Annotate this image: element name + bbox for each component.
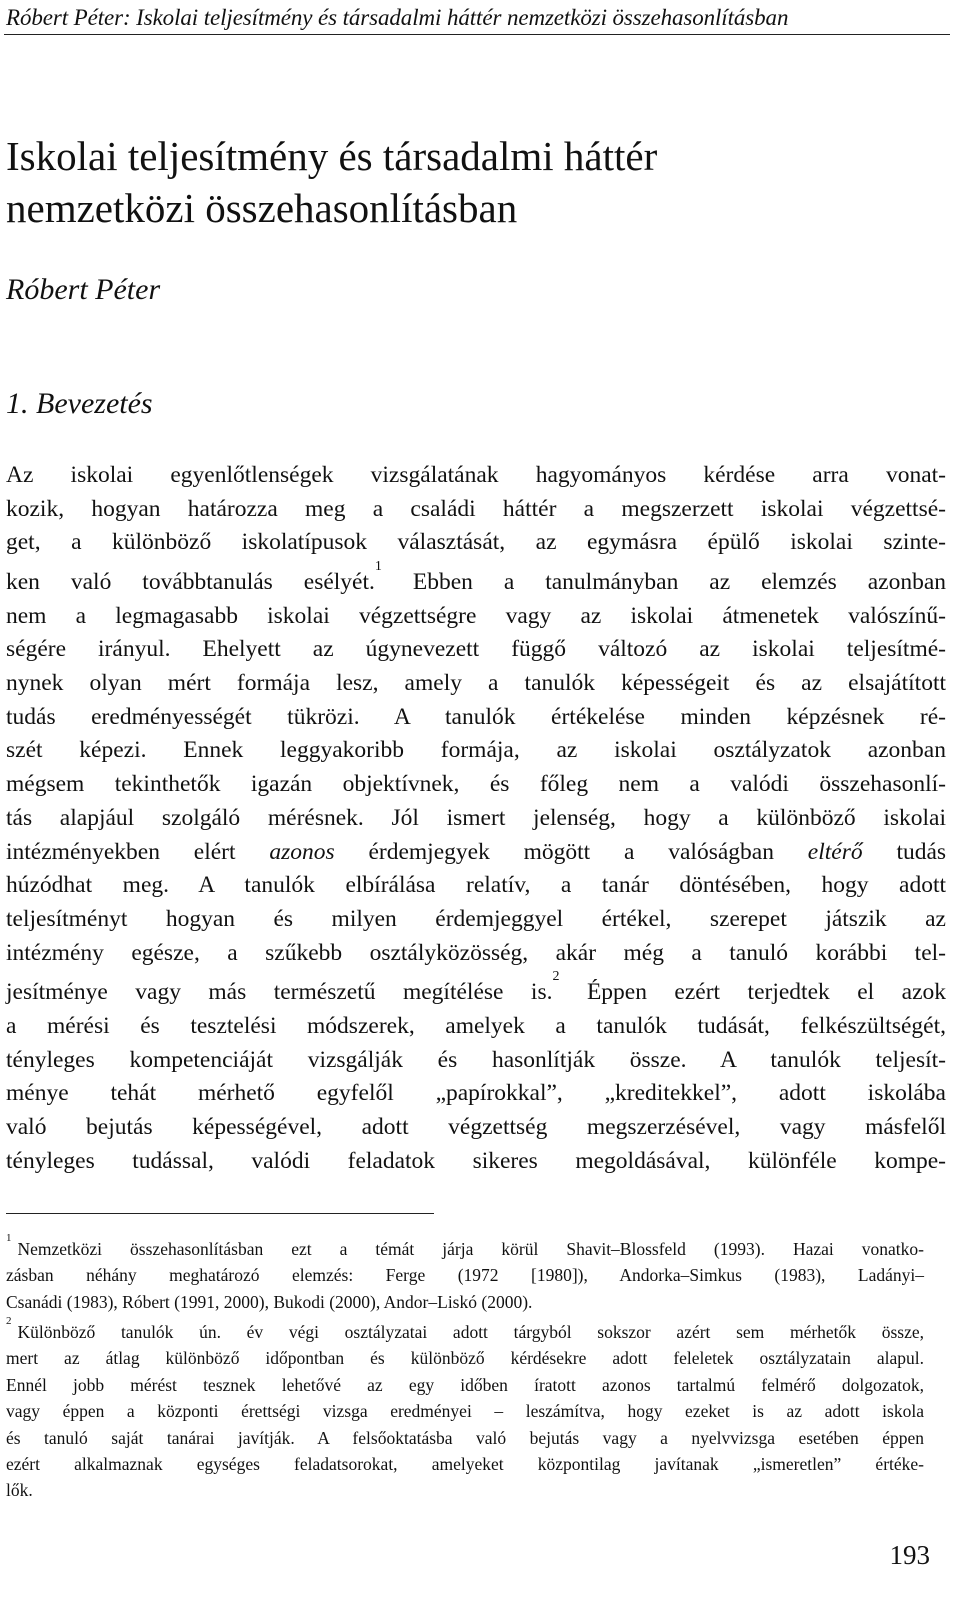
body-line: tás alapjául szolgáló mérésnek. Jól ismert jelenség, hogy a különböző iskolai bbox=[6, 804, 946, 831]
body-line-segment: ken való továbbtanulás esélyét. bbox=[6, 568, 375, 595]
body-line: tényleges tudással, valódi feladatok sikeres megoldásával, különféle kompe- bbox=[6, 1147, 946, 1174]
body-line: tényleges kompetenciáját vizsgálják és hasonlítják össze. A tanulók teljesít- bbox=[6, 1046, 946, 1073]
body-line: húzódhat meg. A tanulók elbírálása relatív, a tanár döntésében, hogy adott bbox=[6, 872, 946, 899]
page-number: 193 bbox=[889, 1540, 930, 1570]
emphasis-elter: eltérő bbox=[807, 838, 863, 865]
footnote-1-line: Csanádi (1983), Róbert (1991, 2000), Bukodi (2000), Andor–Liskó (2000). bbox=[6, 1291, 533, 1312]
header-rule bbox=[4, 34, 950, 35]
section-heading: 1. Bevezetés bbox=[6, 387, 153, 420]
title-line-1: Iskolai teljesítmény és társadalmi háttér bbox=[6, 133, 658, 179]
body-line-segment: érdemjegyek mögött a valóságban bbox=[368, 838, 774, 865]
running-head: Róbert Péter: Iskolai teljesítmény és társadalmi háttér nemzetközi összehasonlításban bbox=[6, 5, 789, 30]
footnote-1-text: Nemzetközi összehasonlításban ezt a témát járja körül Shavit–Blossfeld (1993). Hazai vonatko- bbox=[17, 1238, 924, 1259]
body-line: tudás eredményességét tükrözi. A tanulók értékelése minden képzésnek ré- bbox=[6, 703, 946, 730]
footnote-2-line: mert az átlag különböző időpontban és különböző kérdésekre adott feleletek osztályzatain alapul. bbox=[6, 1348, 924, 1369]
footnote-2-line: Ennél jobb mérést tesznek lehetővé az egy időben íratott azonos tartalmú felmérő dolgozatok, bbox=[6, 1374, 924, 1395]
body-line-segment: Ebben a tanulmányban az elemzés azonban bbox=[412, 568, 947, 595]
footnote-2-line: vagy éppen a központi érettségi vizsga eredményei – leszámítva, hogy ezeket is az adott iskola bbox=[6, 1401, 924, 1422]
body-line: ségére irányul. Ehelyett az úgynevezett függő változó az iskolai teljesítmé- bbox=[6, 636, 946, 663]
emphasis-azonos: azonos bbox=[269, 838, 335, 865]
body-line: ménye tehát mérhető egyfelől „papírokkal”, „kreditekkel”, adott iskolába bbox=[6, 1080, 946, 1107]
footnote-2-mark: 2 bbox=[6, 1315, 12, 1328]
body-paragraph bbox=[6, 459, 946, 1178]
footnote-2-line: lők. bbox=[6, 1480, 33, 1501]
body-line: a mérési és tesztelési módszerek, amelyek a tanulók tudását, felkészültségét, bbox=[6, 1012, 946, 1039]
footnotes bbox=[6, 1232, 924, 1504]
body-line bbox=[6, 970, 946, 1010]
body-line: szét képezi. Ennek leggyakoribb formája, az iskolai osztályzatok azonban bbox=[6, 737, 946, 764]
body-line bbox=[6, 836, 946, 870]
footnote-ref-2[interactable]: 2 bbox=[552, 969, 560, 985]
footnote-2-line: ezért alkalmaznak egységes feladatsorokat, amelyeket központilag javítanak „ismeretlen” értéke- bbox=[6, 1453, 924, 1474]
body-line: Az iskolai egyenlőtlenségek vizsgálatának hagyományos kérdése arra vonat- bbox=[6, 462, 946, 488]
footnote-separator bbox=[6, 1213, 434, 1214]
body-line: nem a legmagasabb iskolai végzettségre vagy az iskolai átmenetek valószínű- bbox=[6, 602, 946, 629]
body-line: teljesítményt hogyan és milyen érdemjeggyel értékel, szerepet játszik az bbox=[6, 905, 946, 932]
body-line-segment: tudás bbox=[896, 838, 947, 865]
body-line-segment: intézményekben elért bbox=[6, 838, 236, 865]
body-line: mégsem tekinthetők igazán objektívnek, és főleg nem a valódi összehasonlí- bbox=[6, 771, 946, 798]
body-line: való bejutás képességével, adott végzettség megszerzésével, vagy másfelől bbox=[6, 1114, 946, 1141]
article-title bbox=[6, 130, 946, 234]
body-line: intézmény egésze, a szűkebb osztályközösség, akár még a tanuló korábbi tel- bbox=[6, 939, 946, 966]
footnote-1-line: zásban néhány meghatározó elemzés: Ferge (1972 [1980]), Andorka–Simkus (1983), Ladányi– bbox=[6, 1265, 924, 1286]
footnote-2-line: és tanuló saját tanárai javítják. A felsőoktatásba való bejutás vagy a nyelvvizsga esetében éppen bbox=[6, 1427, 924, 1448]
body-line: kozik, hogyan határozza meg a családi háttér a megszerzett iskolai végzettsé- bbox=[6, 495, 946, 522]
footnote-2-line bbox=[6, 1315, 924, 1345]
footnote-1-line bbox=[6, 1232, 924, 1262]
footnote-ref-1[interactable]: 1 bbox=[374, 559, 382, 575]
footnote-2-text: Különböző tanulók ún. év végi osztályzatai adott tárgyból sokszor azért sem mérhetők össze, bbox=[17, 1321, 924, 1342]
author-name: Róbert Péter bbox=[6, 273, 161, 306]
body-line bbox=[6, 560, 946, 600]
body-line-segment: jesítménye vagy más természetű megítélése is. bbox=[6, 979, 553, 1006]
body-line-segment: Éppen ezért terjedtek el azok bbox=[586, 979, 946, 1006]
footnote-1-mark: 1 bbox=[6, 1232, 12, 1244]
title-line-2: nemzetközi összehasonlításban bbox=[6, 185, 518, 231]
body-line: nynek olyan mért formája lesz, amely a tanulók képességeit és az elsajátított bbox=[6, 670, 946, 697]
body-line: get, a különböző iskolatípusok választását, az egymásra épülő iskolai szinte- bbox=[6, 529, 946, 556]
